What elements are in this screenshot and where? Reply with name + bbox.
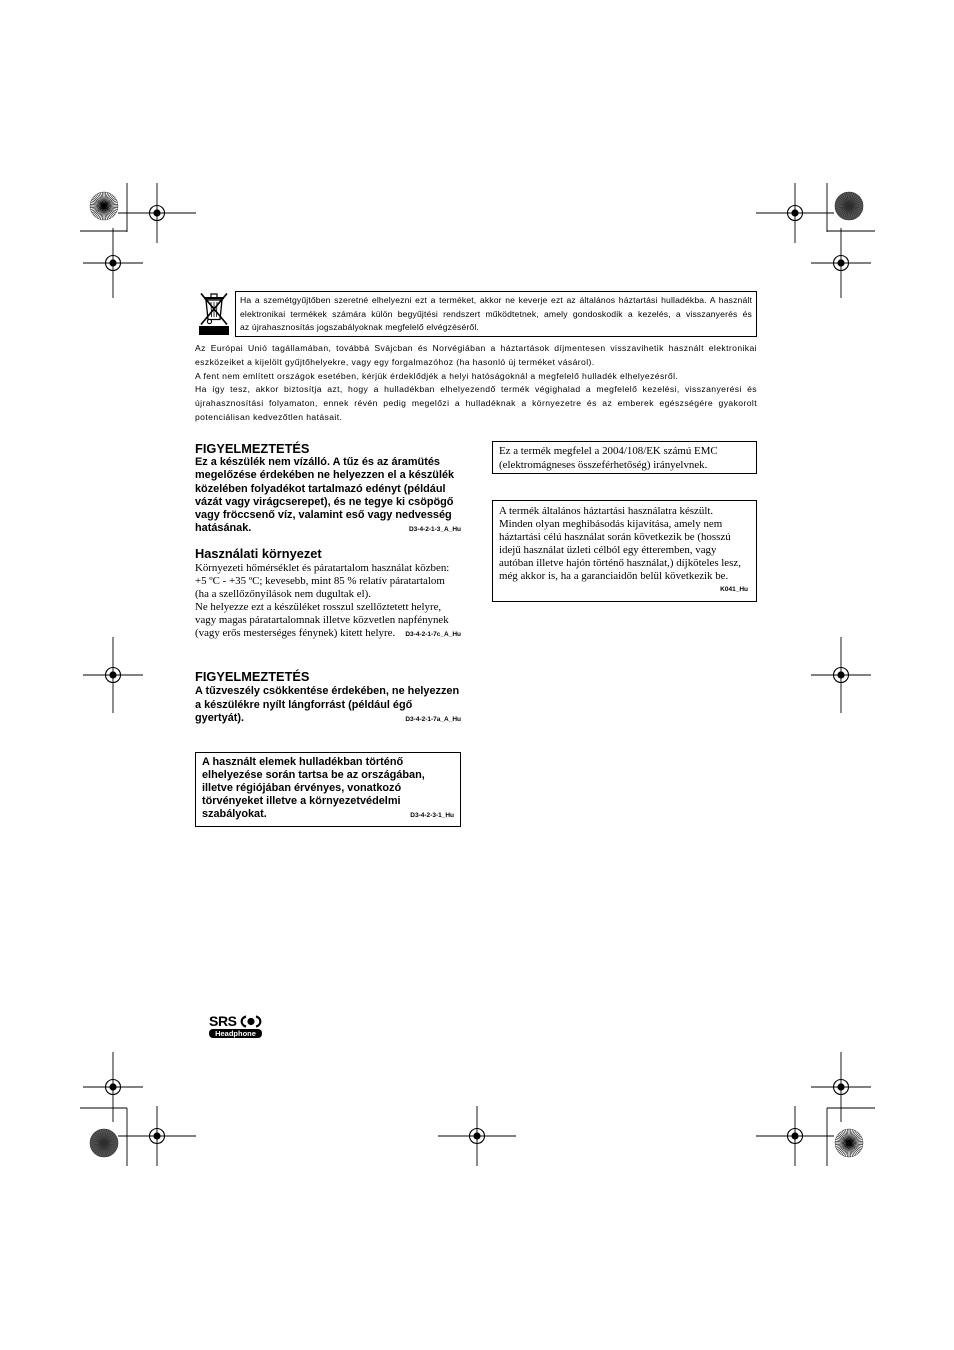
environment-heading: Használati környezet: [195, 546, 322, 561]
star-target-ray: [104, 192, 106, 206]
star-target-ray: [849, 1143, 862, 1148]
crossed-out-wheelie-bin-icon: [197, 289, 231, 335]
household-notice-line: idejű használat üzleti célból egy étteremben, vagy: [499, 544, 717, 556]
weee-notice-line: az újrahasznosítás jogszabályoknak megfelelő elvégzéséről.: [240, 322, 479, 332]
star-target-ray: [104, 206, 111, 218]
color-density-circle-texture: [849, 195, 858, 206]
color-density-circle-texture: [104, 1143, 111, 1155]
battery-notice-line: szabályokat.: [202, 808, 267, 820]
document-code: D3-4-2-3-1_Hu: [410, 812, 454, 819]
household-notice-line: háztartási célú használat során következik be (hosszú: [499, 531, 731, 543]
star-target-ray: [835, 1139, 849, 1143]
warning-last-line: [195, 712, 461, 726]
star-target-ray: [835, 1141, 849, 1143]
color-density-circle-texture: [838, 197, 849, 206]
operating-environment: [195, 546, 461, 640]
color-density-circle-texture: [104, 1134, 115, 1143]
color-density-circle-texture: [104, 1143, 113, 1154]
battery-disposal-box: [195, 752, 461, 827]
water-warning: [195, 441, 461, 536]
household-notice-line: A termék általános háztartási használatra készült.: [499, 505, 714, 517]
color-density-circle-texture: [90, 1143, 104, 1145]
fire-warning: [195, 669, 461, 726]
color-density-circle-texture: [849, 206, 861, 213]
color-density-circle-texture: [104, 1136, 116, 1143]
battery-notice-line: elhelyezése során tartsa be az országában,: [202, 769, 425, 781]
color-density-circle-texture: [97, 1131, 104, 1143]
emc-compliance-box: [492, 441, 757, 474]
battery-last-line: [202, 808, 454, 821]
color-density-circle-texture: [95, 1132, 104, 1143]
color-density-circle-texture: [92, 1136, 104, 1143]
star-target-ray: [90, 202, 104, 206]
color-density-circle: [90, 1129, 118, 1157]
registration-target-dot: [109, 259, 116, 266]
registration-target-dot: [837, 671, 844, 678]
color-density-circle-texture: [849, 201, 862, 206]
color-density-circle-texture: [844, 193, 849, 206]
document-code: D3-4-2-1-7c_A_Hu: [405, 631, 461, 638]
warning-text-line: vázát vagy virágcserepet), és ne tegye ki csöpögő: [195, 495, 454, 508]
star-target-ray: [837, 1136, 849, 1143]
star-target-ray: [93, 206, 104, 215]
document-code: D3-4-2-1-7a_A_Hu: [405, 716, 461, 723]
warning-text-line: vagy fröccsenő víz, valamint eső vagy nedvesség: [195, 509, 452, 522]
star-target-ray: [95, 206, 104, 217]
household-notice-line: Minden olyan meghibásodás kijavítása, amely nem: [499, 518, 723, 530]
environment-last-line: [195, 627, 461, 640]
color-density-circle-texture: [91, 1138, 104, 1143]
star-target-ray: [840, 1132, 849, 1143]
color-density-circle-texture: [836, 201, 849, 206]
star-target-ray: [97, 206, 104, 218]
color-density-circle-texture: [849, 206, 860, 215]
color-density-circle-texture: [849, 206, 856, 218]
star-target-ray: [849, 1129, 853, 1143]
star-target-ray: [94, 206, 104, 216]
disposal-info: [195, 342, 757, 425]
color-density-circle-texture: [93, 1134, 104, 1143]
disposal-info-line: újrahasznosítási folyamaton, ennek révén pedig megelőzi a hulladéknak a környezetre és az emberek egészségére gyakorolt: [195, 398, 757, 409]
disposal-info-line: Az Európai Unió tagállamában, továbbá Svájcban és Norvégiában a háztartások díjmentesen visszavihetik használt elektronikai: [195, 343, 757, 353]
star-target-ray: [99, 193, 104, 206]
color-density-circle-texture: [849, 206, 862, 211]
srs-circle-icon: [240, 1015, 262, 1028]
household-notice-line: autóban illetve hajón történő használat,) díjköteles lesz,: [499, 557, 741, 569]
registration-target-dot: [837, 1083, 844, 1090]
weee-notice-line: elektronikai termékek számára külön begyűjtési rendszert működtetnek, amely gondoskodik a kezelés, a visszanyerés és: [240, 308, 752, 319]
star-target-ray: [835, 1143, 849, 1147]
color-density-circle-texture: [842, 194, 849, 206]
star-target-ray: [90, 204, 104, 206]
star-target-ray: [91, 201, 104, 206]
star-target-ray: [104, 206, 118, 208]
star-target-ray: [104, 206, 109, 219]
star-target-ray: [836, 1143, 849, 1148]
color-density-circle-texture: [835, 206, 849, 208]
star-target-ray: [104, 206, 115, 215]
star-target-ray: [840, 1143, 849, 1154]
star-target-ray: [104, 206, 117, 211]
star-target-ray: [100, 206, 104, 220]
star-target-ray: [91, 206, 104, 211]
srs-headphone-logo: [209, 1015, 263, 1039]
warning-text-line: a készülékre nyílt lángforrást (például égő: [195, 698, 413, 711]
warning-text-line: közelében folyadékot tartalmazó edényt (például: [195, 482, 446, 495]
household-notice-line: még akkor is, ha a garanciaidőn belül következik be.: [499, 570, 729, 582]
household-code-line: [499, 583, 748, 596]
registration-target-dot: [473, 1132, 480, 1139]
battery-notice-line: törvényeket illetve a környezetvédelmi: [202, 795, 401, 807]
star-target-ray: [104, 206, 114, 216]
star-target-ray: [837, 1143, 849, 1150]
color-density-circle-texture: [91, 1143, 104, 1148]
registration-target-dot: [837, 259, 844, 266]
star-target-ray: [839, 1133, 849, 1143]
environment-text-line: vagy magas páratartalomnak illetve közvetlen napfénynek: [195, 614, 449, 626]
registration-target-ring: [150, 1129, 165, 1144]
star-target-ray: [849, 1136, 861, 1143]
registration-target-dot: [109, 1083, 116, 1090]
star-target-ray: [849, 1134, 860, 1143]
color-density-circle-texture: [104, 1143, 115, 1152]
color-density-circle-texture: [844, 206, 849, 219]
color-density-circle-texture: [849, 192, 851, 206]
star-target-ray: [844, 1143, 849, 1156]
star-target-ray: [104, 201, 117, 206]
color-density-circle-texture: [849, 206, 863, 208]
star-target-ray: [842, 1143, 849, 1155]
registration-target-ring: [106, 1080, 121, 1095]
star-target-ray: [93, 197, 104, 206]
color-density-circle: [835, 192, 863, 220]
star-target-ray: [100, 192, 104, 206]
color-density-circle-texture: [838, 206, 849, 215]
star-target-ray: [849, 1131, 856, 1143]
star-target-circle: [90, 192, 118, 220]
color-density-circle-texture: [97, 1143, 104, 1155]
star-target-ray: [849, 1143, 863, 1147]
star-target-ray: [104, 202, 118, 206]
star-target-ray: [99, 206, 104, 219]
color-density-circle-texture: [93, 1143, 104, 1152]
environment-text-line: (vagy erős mesterséges fénynek) kitett helyre.: [195, 627, 396, 639]
star-target-ray: [838, 1143, 849, 1152]
color-density-circle-texture: [849, 197, 860, 206]
registration-target-dot: [153, 1132, 160, 1139]
star-target-ray: [849, 1138, 862, 1143]
star-target-ray: [104, 206, 108, 220]
star-target-ray: [845, 1143, 849, 1157]
registration-target-ring: [834, 668, 849, 683]
star-target-ray: [102, 206, 104, 220]
color-density-circle-texture: [840, 206, 849, 217]
document-code: K041_Hu: [720, 586, 748, 593]
disposal-info-line: eszközeiket a kijelölt gyűjtőhelyekre, vagy egy forgalmazóhoz (ha hasonló új terméket vásárol).: [195, 356, 595, 367]
star-target-ray: [844, 1130, 849, 1143]
srs-logo-text: SRS: [209, 1013, 237, 1029]
srs-logo-label: Headphone: [209, 1029, 262, 1038]
color-density-circle-texture: [837, 199, 849, 206]
environment-text-line: Ne helyezze ezt a készüléket rosszul szellőztetett helyre,: [195, 601, 442, 613]
color-density-circle-texture: [104, 1143, 118, 1145]
star-target-ray: [849, 1139, 863, 1143]
warning-text-line: A tűzveszély csökkentése érdekében, ne helyezzen: [195, 685, 460, 697]
star-target-ray: [95, 195, 104, 206]
color-density-circle-texture: [90, 1141, 104, 1143]
star-target-ray: [97, 194, 104, 206]
star-target-ray: [847, 1129, 849, 1143]
color-density-circle-texture: [102, 1143, 104, 1157]
color-density-circle-texture: [104, 1143, 116, 1150]
star-target-ray: [838, 1134, 849, 1143]
star-target-ray: [104, 199, 116, 206]
warning-text-line: Ez a készülék nem vízálló. A tűz és az áramütés: [195, 456, 440, 468]
star-target-ray: [104, 206, 116, 213]
star-target-ray: [849, 1141, 863, 1143]
color-density-circle-texture: [847, 192, 849, 206]
star-target-ray: [104, 206, 113, 217]
star-target-ray: [849, 1143, 863, 1145]
warning-last-line: [195, 522, 461, 535]
star-target-ray: [836, 1138, 849, 1143]
warning-text-line: megelőzése érdekében ne helyezzen el a készülék: [195, 469, 455, 482]
color-density-circle-texture: [104, 1129, 106, 1143]
star-target-ray: [849, 1133, 859, 1143]
color-density-circle-texture: [104, 1132, 113, 1143]
color-density-circle-texture: [842, 206, 849, 218]
star-target-ray: [104, 204, 118, 206]
registration-target-dot: [153, 209, 160, 216]
color-density-circle-texture: [836, 206, 849, 211]
color-density-circle-texture: [104, 1143, 106, 1157]
star-target-ray: [849, 1143, 858, 1154]
color-density-circle-texture: [849, 193, 854, 206]
registration-target-ring: [470, 1129, 485, 1144]
star-target-ray: [102, 192, 104, 206]
star-target-ray: [90, 206, 104, 210]
star-target-circle: [835, 1129, 863, 1157]
warning-text-line: hatásának.: [195, 522, 252, 535]
registration-target-dot: [109, 671, 116, 678]
color-density-circle-texture: [849, 206, 858, 217]
environment-text-line: +5 ºC - +35 ºC; kevesebb, mint 85 % relatív páratartalom: [195, 575, 445, 587]
registration-target-ring: [106, 256, 121, 271]
emc-notice-line: (elektromágneses összeférhetőség) irányelvnek.: [499, 459, 708, 471]
battery-notice-line: A használt elemek hulladékban történő: [202, 756, 404, 768]
battery-notice-line: illetve régiójában érvényes, vonatkozó: [202, 782, 402, 794]
registration-target-ring: [834, 1080, 849, 1095]
disposal-info-line: Ha így tesz, akkor biztosítja azt, hogy a hulladékban elhelyezendő termék végighalad a megfelelő kezelési, visszanyerési és: [195, 384, 757, 395]
color-density-circle-texture: [837, 206, 849, 213]
star-target-ray: [92, 199, 104, 206]
star-target-ray: [845, 1129, 849, 1143]
color-density-circle-texture: [99, 1130, 104, 1143]
color-density-circle-texture: [849, 194, 856, 206]
star-target-ray: [104, 196, 114, 206]
star-target-ray: [104, 206, 118, 210]
star-target-ray: [104, 195, 113, 206]
color-density-circle-texture: [847, 206, 849, 220]
star-target-ray: [90, 206, 104, 208]
warning-heading: FIGYELMEZTETÉS: [195, 669, 310, 684]
registration-target-ring: [150, 206, 165, 221]
star-target-ray: [849, 1130, 854, 1143]
star-target-ray: [104, 194, 111, 206]
color-density-circle-texture: [102, 1129, 104, 1143]
color-density-circle-texture: [835, 204, 849, 206]
star-target-ray: [842, 1131, 849, 1143]
color-density-circle-texture: [99, 1143, 104, 1156]
registration-target-ring: [106, 668, 121, 683]
star-target-ray: [104, 192, 108, 206]
registration-target-dot: [791, 1132, 798, 1139]
registration-target-ring: [834, 256, 849, 271]
color-density-circle-texture: [104, 1143, 117, 1148]
star-target-ray: [849, 1143, 851, 1157]
warning-heading: FIGYELMEZTETÉS: [195, 441, 310, 456]
emc-notice-line: Ez a termék megfelel a 2004/108/EK számú EMC: [499, 445, 718, 457]
star-target-ray: [849, 1143, 860, 1152]
color-density-circle-texture: [849, 204, 863, 206]
star-target-ray: [847, 1143, 849, 1157]
star-target-ray: [849, 1132, 858, 1143]
color-density-circle-texture: [849, 206, 854, 219]
star-target-ray: [849, 1143, 854, 1156]
weee-disposal-box: [235, 291, 757, 337]
document-code: D3-4-2-1-3_A_Hu: [408, 526, 461, 534]
color-density-circle-texture: [849, 199, 861, 206]
star-target-ray: [849, 1129, 851, 1143]
environment-text-line: (ha a szellőzőnyílások nem dugultak el).: [195, 588, 372, 600]
star-target-ray: [94, 196, 104, 206]
color-density-circle-texture: [104, 1130, 109, 1143]
star-target-ray: [849, 1143, 853, 1157]
color-density-circle-texture: [104, 1138, 117, 1143]
color-density-circle-texture: [849, 206, 851, 220]
color-density-circle-texture: [104, 1131, 111, 1143]
star-target-ray: [839, 1143, 849, 1153]
warning-text-line: gyertyát).: [195, 712, 245, 724]
star-target-ray: [104, 197, 115, 206]
star-target-ray: [835, 1143, 849, 1145]
environment-text-line: Környezeti hőmérséklet és páratartalom használat közben:: [195, 562, 450, 574]
color-density-circle-texture: [92, 1143, 104, 1150]
star-target-ray: [104, 206, 106, 220]
star-target-ray: [104, 193, 109, 206]
registration-target-ring: [788, 1129, 803, 1144]
disposal-info-line: A fent nem említett országok esetében, kérjük érdeklődjék a helyi hatóságoknál a megfelelő hulladék elhelyezésről.: [195, 370, 679, 381]
registration-target-dot: [791, 209, 798, 216]
star-target-ray: [849, 1143, 856, 1155]
star-target-ray: [92, 206, 104, 213]
color-density-circle-texture: [95, 1143, 104, 1154]
disposal-info-line: potenciálisan kedvezőtlen hatásait.: [195, 411, 343, 422]
weee-notice-line: Ha a szemétgyűjtőben szeretné elhelyezni ezt a terméket, akkor ne keverje ezt az általános háztartási hulladékba. A használt: [240, 295, 752, 305]
star-target-ray: [849, 1143, 859, 1153]
color-density-circle-texture: [104, 1141, 118, 1143]
color-density-circle-texture: [840, 195, 849, 206]
star-target-ray: [849, 1143, 861, 1150]
color-density-circle-texture: [104, 1143, 109, 1156]
household-use-box: [492, 500, 757, 602]
registration-target-ring: [788, 206, 803, 221]
